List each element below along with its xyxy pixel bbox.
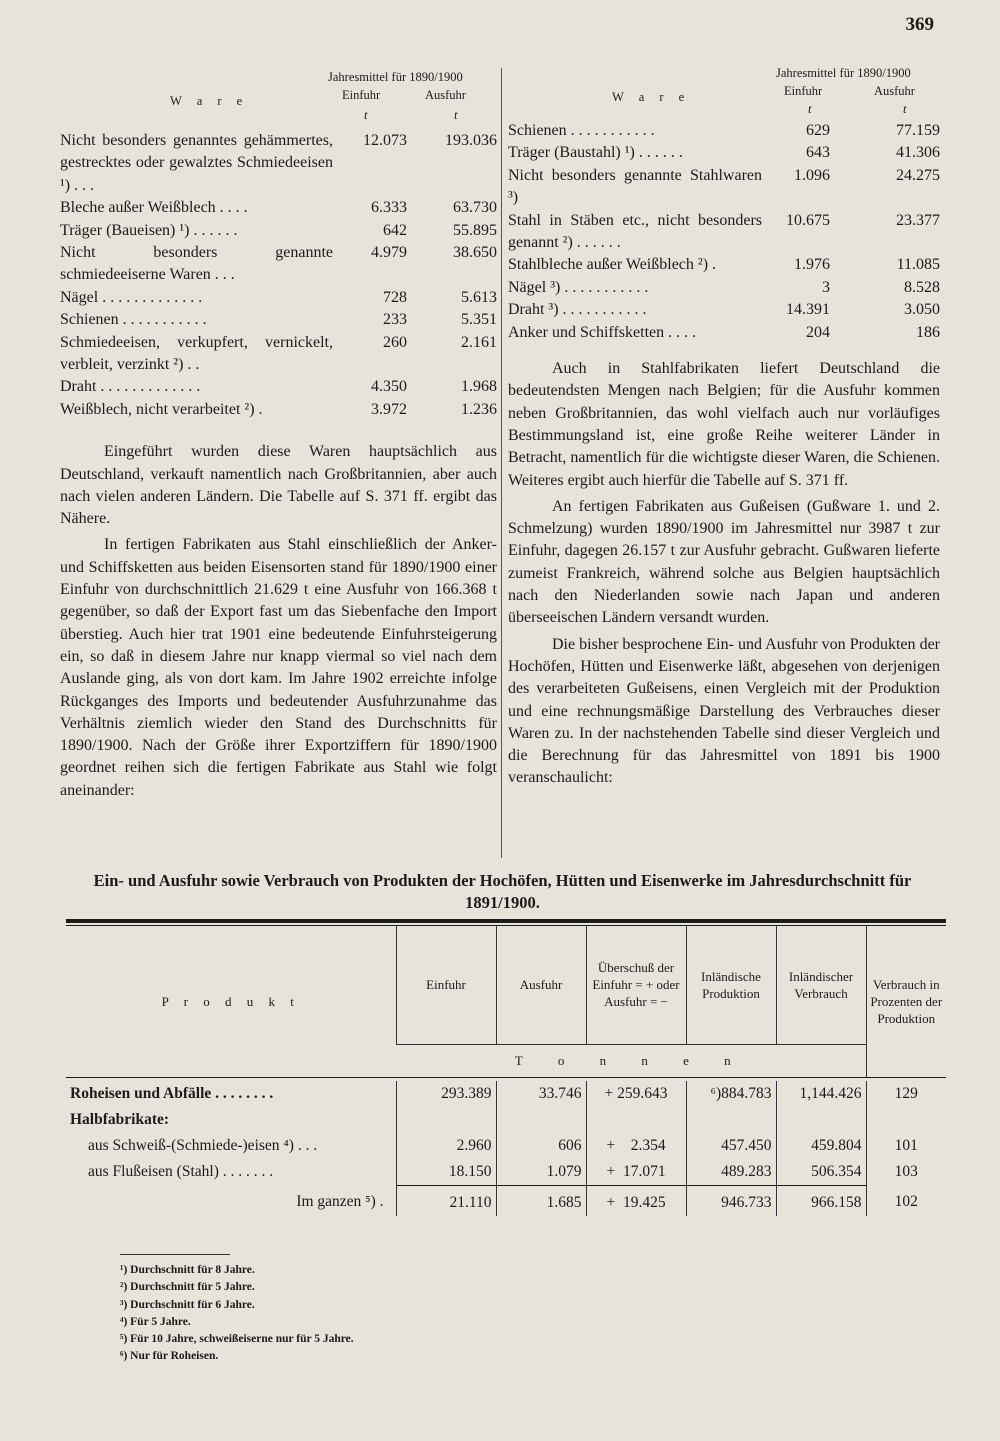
main-table-title: Ein- und Ausfuhr sowie Verbrauch von Produkten der Hochöfen, Hütten und Eisenwerke im Jahresdurchschnitt für 1891/1900. — [93, 871, 912, 912]
row-einfuhr: 6.333 — [371, 199, 407, 217]
row-name: Draht . . . . . . . . . . . . . — [60, 378, 201, 396]
row-name: Schienen . . . . . . . . . . . — [508, 122, 655, 139]
left-header-unit-2: t — [454, 108, 458, 122]
row-verbrauch: 506.354 — [776, 1159, 866, 1186]
header-tonnen: T o n n e n — [396, 1044, 866, 1077]
row-ausfuhr: 1.079 — [496, 1159, 586, 1186]
row-einfuhr: 293.389 — [396, 1081, 496, 1107]
footnote: ⁶) Nur für Roheisen. — [120, 1350, 219, 1363]
header-einfuhr: Einfuhr — [396, 926, 496, 1044]
row-produkt: aus Schweiß-(Schmiede-)eisen ⁴) . . . — [88, 1136, 318, 1154]
footnotes — [120, 1262, 354, 1366]
total-produktion: 946.733 — [686, 1185, 776, 1216]
row-einfuhr: 643 — [806, 144, 830, 162]
table-total-row — [66, 1185, 946, 1216]
header-ausfuhr: Ausfuhr — [496, 926, 586, 1044]
table-group-row — [66, 1107, 946, 1133]
row-ausfuhr: 1.968 — [461, 378, 497, 396]
row-ausfuhr: 63.730 — [453, 199, 497, 217]
left-header-unit-1: t — [364, 108, 368, 122]
row-ausfuhr: 5.613 — [461, 288, 497, 306]
row-einfuhr: 3 — [822, 278, 830, 296]
total-einfuhr: 21.110 — [396, 1185, 496, 1216]
row-ausfuhr: 24.275 — [896, 166, 940, 184]
table-row — [508, 322, 940, 344]
row-name: Nicht besonders genannte Stahlwaren ³) — [508, 166, 762, 207]
footnote: ¹) Durchschnitt für 8 Jahre. — [120, 1264, 255, 1276]
footnote: ⁵) Für 10 Jahre, schweißeiserne nur für 5 Jahre. — [120, 1333, 354, 1346]
row-name: Bleche außer Weißblech . . . . — [60, 199, 248, 217]
row-name: Stahlbleche außer Weißblech ²) . — [508, 256, 717, 274]
table-row — [508, 120, 940, 142]
right-header-unit-2: t — [903, 102, 907, 116]
right-paragraphs — [508, 358, 940, 790]
row-einfuhr: 260 — [383, 333, 407, 351]
row-ausfuhr: 33.746 — [496, 1081, 586, 1107]
table-row — [60, 332, 497, 377]
total-ueberschuss: + 19.425 — [586, 1185, 686, 1216]
row-name: Stahl in Stäben etc., nicht besonders genannt ²) . . . . . . — [508, 211, 762, 252]
column-divider — [501, 68, 502, 858]
row-verbrauch: 459.804 — [776, 1133, 866, 1159]
header-prozent: Verbrauch in Prozenten der Produktion — [866, 926, 946, 1077]
row-ausfuhr: 5.351 — [461, 311, 497, 329]
paragraph: Auch in Stahlfabrikaten liefert Deutschland die bedeutendsten Mengen nach Belgien; für die Ausfuhr kommen neben Großbritannien, das wohl vielfach auch nur vorläufiges Bestimmungsland ist, eine große Reihe weiterer Länder in Betracht, namentlich für die wichtigste dieser Waren, die Schienen. Weiteres ergibt auch hierfür die Tabelle auf S. 371 ff. — [508, 360, 940, 489]
footnote: ³) Durchschnitt für 6 Jahre. — [120, 1298, 255, 1311]
row-name: Schienen . . . . . . . . . . . — [60, 311, 207, 329]
table-row — [66, 1133, 946, 1159]
left-table-body — [60, 130, 497, 421]
table-row — [60, 399, 497, 421]
row-einfuhr: 728 — [383, 288, 407, 306]
table-row — [60, 376, 497, 398]
row-produktion: ⁶)884.783 — [686, 1081, 776, 1107]
table-row — [508, 299, 940, 321]
row-einfuhr: 233 — [383, 311, 407, 329]
table-row — [508, 277, 940, 299]
row-ausfuhr: 3.050 — [904, 301, 940, 319]
row-ueberschuss: + 259.643 — [586, 1081, 686, 1107]
row-einfuhr: 642 — [383, 221, 407, 239]
row-name: Anker und Schiffsketten . . . . — [508, 323, 697, 341]
row-verbrauch: 1,144.426 — [776, 1081, 866, 1107]
table-row — [60, 287, 497, 309]
row-einfuhr: 18.150 — [396, 1159, 496, 1186]
row-einfuhr: 12.073 — [363, 132, 407, 149]
row-einfuhr: 2.960 — [396, 1133, 496, 1159]
row-einfuhr: 14.391 — [786, 301, 830, 319]
header-verbrauch: Inländischer Verbrauch — [776, 926, 866, 1044]
row-ueberschuss: + 17.071 — [586, 1159, 686, 1186]
row-produktion: 489.283 — [686, 1159, 776, 1186]
row-name: Weißblech, nicht verarbeitet ²) . — [60, 400, 263, 418]
right-table-body — [508, 120, 940, 344]
row-ausfuhr: 38.650 — [453, 244, 497, 262]
right-header-einfuhr: Einfuhr — [784, 84, 823, 98]
row-ausfuhr: 606 — [496, 1133, 586, 1159]
table-row — [60, 130, 497, 197]
row-einfuhr: 1.976 — [794, 256, 830, 274]
row-ausfuhr: 41.306 — [896, 144, 940, 162]
total-verbrauch: 966.158 — [776, 1185, 866, 1216]
footnote: ²) Durchschnitt für 5 Jahre. — [120, 1281, 255, 1294]
row-einfuhr: 4.350 — [371, 378, 407, 396]
paragraph: An fertigen Fabrikaten aus Gußeisen (Gußware 1. und 2. Schmelzung) wurden 1890/1900 im Jahresmittel nur 3987 t zur Einfuhr, dagegen 26.157 t zur Ausfuhr gebracht. Gußwaren lieferte zumeist Frankreich, während solche aus Belgien hauptsächlich nach den Niederlanden sowie nach Japan und anderen überseeischen Ländern versandt wurden. — [508, 497, 940, 627]
row-ausfuhr: 2.161 — [461, 333, 497, 351]
row-ausfuhr: 186 — [916, 323, 940, 341]
row-einfuhr: 629 — [806, 122, 830, 139]
main-table — [66, 919, 946, 1216]
left-header-ware: W a r e — [170, 94, 249, 108]
row-produkt: Roheisen und Abfälle . . . . . . . . — [70, 1084, 274, 1102]
header-ueberschuss: Überschuß der Einfuhr = + oder Ausfuhr = − — [586, 926, 686, 1044]
header-produkt: P r o d u k t — [161, 993, 300, 1009]
table-row — [66, 1159, 946, 1186]
row-name: Schmiedeeisen, verkupfert, vernickelt, verbleit, verzinkt ²) . . — [60, 333, 333, 374]
row-name: Träger (Baueisen) ¹) . . . . . . — [60, 221, 238, 239]
row-name: Draht ³) . . . . . . . . . . . — [508, 301, 647, 319]
group-label: Halbfabrikate: — [70, 1110, 170, 1128]
row-einfuhr: 4.979 — [371, 244, 407, 262]
left-header-ausfuhr: Ausfuhr — [425, 88, 466, 102]
row-name: Nägel . . . . . . . . . . . . . — [60, 288, 203, 306]
left-table-header — [60, 62, 497, 130]
table-row — [66, 1081, 946, 1107]
header-produktion: Inländische Produktion — [686, 926, 776, 1044]
left-header-group: Jahresmittel für 1890/1900 — [328, 70, 463, 84]
table-row — [508, 142, 940, 164]
right-header-unit-1: t — [808, 102, 812, 116]
right-header-ausfuhr: Ausfuhr — [874, 84, 915, 98]
table-row — [60, 197, 497, 219]
table-row — [60, 242, 497, 287]
left-header-einfuhr: Einfuhr — [342, 88, 381, 102]
row-einfuhr: 10.675 — [786, 211, 830, 229]
row-name: Träger (Baustahl) ¹) . . . . . . — [508, 144, 683, 162]
row-name: Nägel ³) . . . . . . . . . . . — [508, 278, 649, 296]
right-header-ware: W a r e — [612, 90, 691, 104]
paragraph: Eingeführt wurden diese Waren hauptsächlich aus Deutschland, verkauft namentlich nach Großbritannien, aber auch nach vielen anderen Ländern. Die Tabelle auf S. 371 ff. ergibt das Nähere. — [60, 443, 497, 528]
row-einfuhr: 1.096 — [794, 166, 830, 184]
row-prozent: 103 — [866, 1159, 946, 1186]
table-row — [60, 220, 497, 242]
total-ausfuhr: 1.685 — [496, 1185, 586, 1216]
left-paragraphs — [60, 441, 497, 802]
row-ausfuhr: 193.036 — [445, 132, 497, 149]
table-row — [60, 309, 497, 331]
row-einfuhr: 204 — [806, 323, 830, 341]
left-column — [60, 62, 497, 802]
footnote: ⁴) Für 5 Jahre. — [120, 1315, 191, 1328]
paragraph: Die bisher besprochene Ein- und Ausfuhr von Produkten der Hochöfen, Hütten und Eisenwerke läßt, abgesehen von derjenigen des verarbeiteten Gußeisens, einen Vergleich mit der Produktion und eine rechnungsmäßige Darstellung des Verbrauches dieser Waren zu. In der nachstehenden Tabelle sind dieser Vergleich und die Berechnung für das Jahresmittel von 1891 bis 1900 veranschaulicht: — [508, 635, 940, 787]
table-row — [508, 254, 940, 276]
footnote-rule — [120, 1254, 230, 1255]
row-prozent: 129 — [866, 1081, 946, 1107]
row-ueberschuss: + 2.354 — [586, 1133, 686, 1159]
row-ausfuhr: 8.528 — [904, 278, 940, 296]
row-name: Nicht besonders genanntes gehämmertes, gestrecktes oder gewalztes Schmiedeeisen ¹) . . . — [60, 132, 333, 194]
row-ausfuhr: 77.159 — [896, 122, 940, 139]
right-column — [508, 62, 940, 790]
total-label: Im ganzen ⁵) . — [296, 1193, 384, 1211]
paragraph: In fertigen Fabrikaten aus Stahl einschließlich der Anker- und Schiffsketten aus beiden Eisensorten stand für 1890/1900 einer Einfuhr von durchschnittlich 21.629 t eine Ausfuhr von 166.368 t gegenüber, so daß der Export fast um das Siebenfache den Import überstieg. Auch hier trat 1901 eine bedeutende Einfuhrsteigerung ein, so daß in diesem Jahre nur knapp viermal so viel nach dem Auslande ging, als von dort kam. Im Jahre 1902 erreichte infolge Rückganges des Imports und bedeutender Ausfuhrzunahme das Verhältnis ziemlich wieder den Stand des Durchschnitts für 1890/1900. Nach der Größe ihrer Exportziffern für 1890/1900 geordnet reihen sich die fertigen Fabrikate aus Stahl wie folgt aneinander: — [60, 536, 497, 799]
row-produktion: 457.450 — [686, 1133, 776, 1159]
row-produkt: aus Flußeisen (Stahl) . . . . . . . — [88, 1162, 274, 1180]
row-einfuhr: 3.972 — [371, 400, 407, 418]
table-row — [508, 210, 940, 255]
right-table-header — [508, 62, 940, 120]
row-ausfuhr: 55.895 — [453, 221, 497, 239]
total-prozent: 102 — [866, 1185, 946, 1216]
row-ausfuhr: 23.377 — [896, 211, 940, 229]
row-ausfuhr: 1.236 — [461, 400, 497, 418]
page-number: 369 — [905, 14, 934, 35]
row-prozent: 101 — [866, 1133, 946, 1159]
row-name: Nicht besonders genannte schmiedeeiserne Waren . . . — [60, 244, 333, 284]
right-header-group: Jahresmittel für 1890/1900 — [776, 66, 911, 80]
table-row — [508, 165, 940, 210]
row-ausfuhr: 11.085 — [896, 256, 940, 274]
